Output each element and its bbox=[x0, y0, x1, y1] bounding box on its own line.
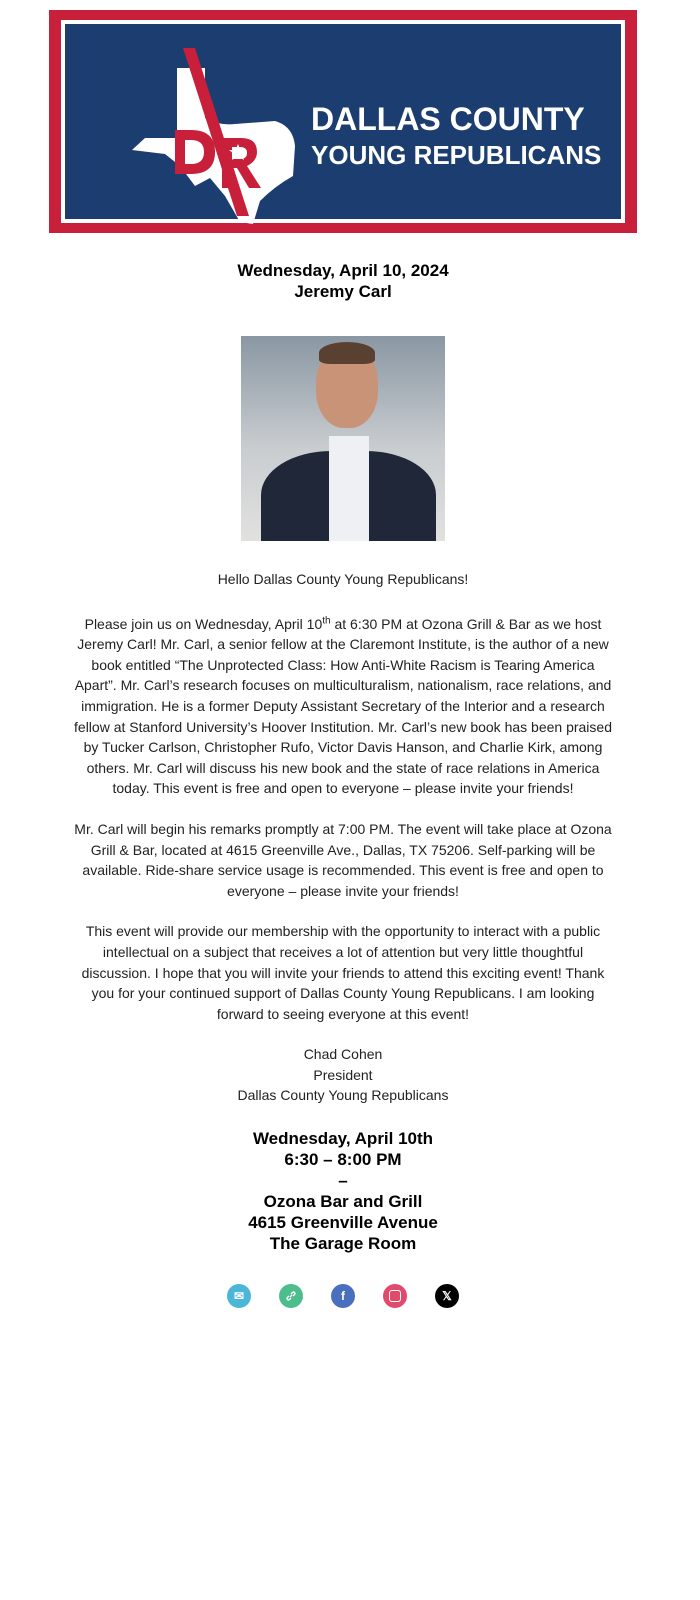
logo-line2: YOUNG REPUBLICANS bbox=[311, 140, 602, 170]
speaker-heading: Jeremy Carl bbox=[294, 282, 392, 301]
texas-logo-icon bbox=[125, 46, 305, 226]
social-links bbox=[0, 1284, 686, 1308]
signature bbox=[70, 1044, 616, 1106]
detail-address: 4615 Greenville Avenue bbox=[248, 1213, 438, 1233]
detail-time: 6:30 – 8:00 PM bbox=[284, 1150, 402, 1170]
event-date-heading: Wednesday, April 10, 2024 bbox=[237, 261, 449, 280]
speaker-photo bbox=[241, 336, 445, 541]
logistics-paragraph: Mr. Carl will begin his remarks promptly at 7:00 PM. The event will take place at Ozona Grill & Bar, located at 4615 Greenville Ave., Dallas, TX 75206. Self-parking will be available. Ride-share service usage is recommended. This event is free and open to everyone – please invite your friends! bbox=[74, 820, 612, 899]
closing-paragraph: This event will provide our membership with the opportunity to interact with a public intellectual on a subject that receives a lot of attention but very little thoughtful discussion. I hope that you will invite your friends to attend this exciting event! Thank you for your continued support of Dallas County Young Republicans. I am looking forward to seeing everyone at this event! bbox=[81, 923, 605, 1022]
header-banner-logo bbox=[49, 10, 637, 233]
signature-org: Dallas County Young Republicans bbox=[237, 1087, 449, 1104]
signature-name: Chad Cohen bbox=[303, 1046, 383, 1063]
intro-text-b: at 6:30 PM at Ozona Grill & Bar as we host Jeremy Carl! Mr. Carl, a senior fellow at the Claremont Institute, is the author of a new book entitled “The Unprotected Class: How Anti-White Racism is Tearing America Apart”. Mr. Carl’s research focuses on multiculturalism, nationalism, race relations, and immigration. He is a former Deputy Assistant Secretary of the Interior and a research fellow at Stanford University’s Hoover Institution. Mr. Carl’s new book has been praised by Tucker Carlson, Christopher Rufo, Victor Davis Hanson, and Charlie Kirk, among others. Mr. Carl will discuss his new book and the state of race relations in America today. This event is free and open to everyone – please invite your friends! bbox=[74, 615, 612, 797]
email-content bbox=[0, 260, 686, 1308]
x-icon[interactable]: 𝕏 bbox=[435, 1284, 459, 1308]
link-icon[interactable] bbox=[279, 1284, 303, 1308]
facebook-icon[interactable]: f bbox=[331, 1284, 355, 1308]
detail-venue: Ozona Bar and Grill bbox=[263, 1192, 423, 1212]
intro-sup: th bbox=[322, 614, 331, 626]
logo-line1: DALLAS COUNTY bbox=[311, 101, 585, 137]
detail-date: Wednesday, April 10th bbox=[252, 1129, 434, 1149]
signature-title: President bbox=[313, 1066, 373, 1083]
detail-room: The Garage Room bbox=[269, 1234, 417, 1254]
event-details bbox=[0, 1128, 686, 1254]
detail-separator: – bbox=[338, 1171, 348, 1191]
intro-text-a: Please join us on Wednesday, April 10 bbox=[84, 615, 323, 632]
email-icon[interactable]: ✉ bbox=[227, 1284, 251, 1308]
greeting-text: Hello Dallas County Young Republicans! bbox=[217, 571, 469, 587]
instagram-icon[interactable] bbox=[383, 1284, 407, 1308]
intro-paragraph bbox=[70, 614, 616, 799]
